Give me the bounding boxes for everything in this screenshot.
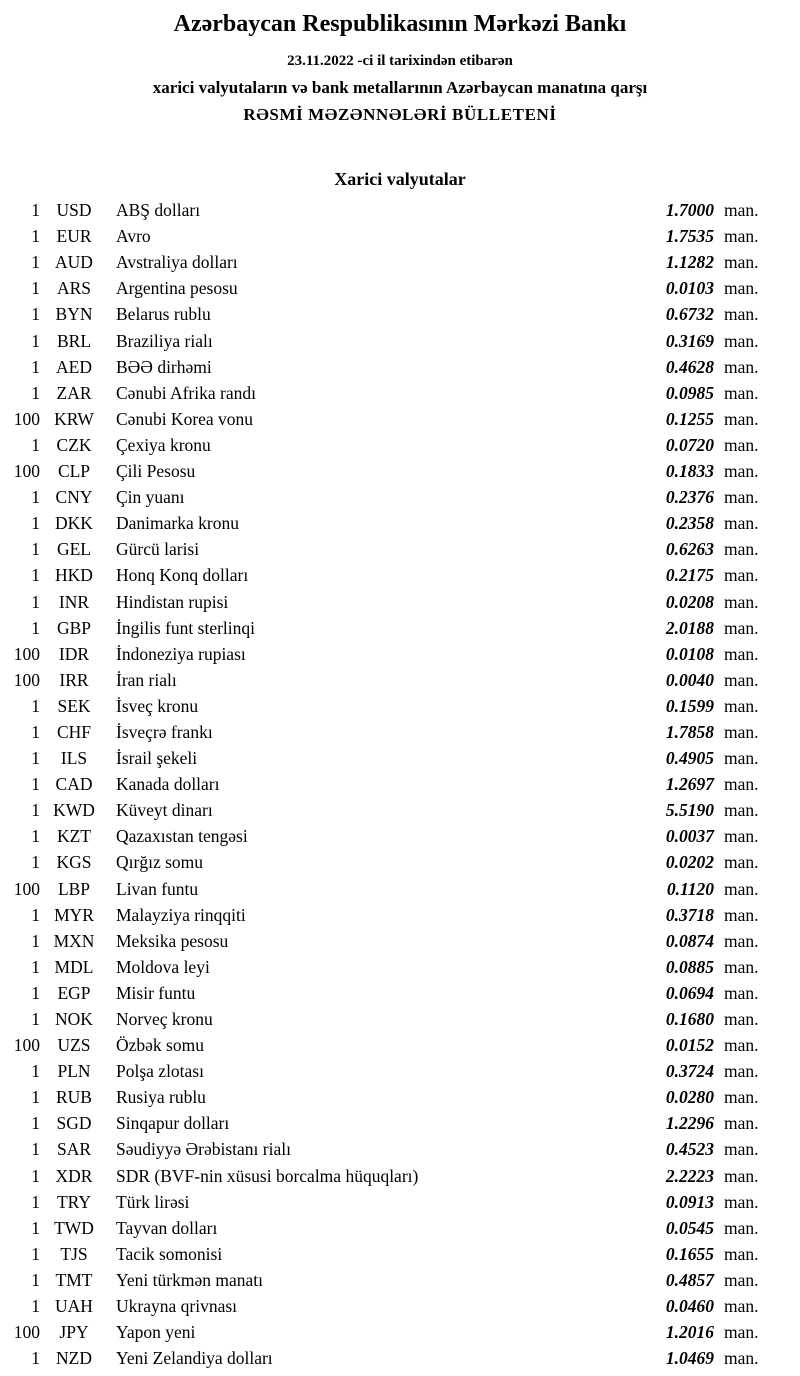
rate-row [0,1137,768,1163]
rate-quantity: 1 [31,226,40,247]
currency-code: CLP [57,461,91,482]
rate-value: 0.0885 [665,956,714,977]
rate-unit: man. [724,695,759,716]
rate-unit: man. [724,669,759,690]
rate-row [0,667,768,693]
rate-unit: man. [724,1243,759,1264]
rate-quantity: 1 [31,330,40,351]
rate-value: 0.0208 [665,591,714,612]
currency-code: ARS [56,278,92,299]
currency-code: AUD [55,252,93,273]
currency-name: Tayvan dolları [116,1217,218,1238]
rate-unit: man. [724,304,759,325]
rate-unit: man. [724,1087,759,1108]
currency-name: Səudiyyə Ərəbistanı rialı [116,1139,291,1160]
rate-unit: man. [724,721,759,742]
subtitle-line: xarici valyutaların və bank metallarının Azərbaycan manatına qarşı [152,77,648,97]
rate-value: 1.7000 [665,200,714,221]
rate-unit: man. [724,330,759,351]
effective-date-line: 23.11.2022 -ci il tarixindən etibarən [287,52,513,69]
rate-row [0,407,768,433]
currency-name: İndoneziya rupiası [116,643,246,664]
rate-value: 0.1680 [665,1009,714,1029]
rate-unit: man. [724,513,759,534]
currency-name: Özbək somu [116,1035,204,1056]
rate-quantity: 1 [31,382,40,403]
rate-row [0,485,768,511]
rate-unit: man. [724,1191,759,1212]
rate-unit: man. [724,1061,759,1082]
rate-row [0,850,768,876]
rate-value: 1.2016 [665,1322,714,1343]
rate-quantity: 100 [13,878,40,899]
rate-value: 1.7535 [665,226,714,247]
rate-unit: man. [724,226,759,247]
currency-code: INR [58,591,90,612]
rate-row [0,459,768,485]
rate-quantity: 1 [31,982,40,1003]
rate-unit: man. [724,643,759,664]
rate-unit: man. [724,878,759,899]
rate-row [0,354,768,380]
currency-name: İran rialı [116,669,177,690]
currency-name: Küveyt dinarı [116,800,213,821]
rate-value: 1.1282 [665,252,714,273]
rate-quantity: 1 [31,930,40,951]
currency-code: IDR [58,643,90,664]
rate-quantity: 100 [13,1035,40,1056]
rate-row [0,824,768,850]
rate-row [0,511,768,537]
rate-unit: man. [724,539,759,560]
rate-value: 0.0037 [665,826,714,847]
rate-value: 0.0913 [665,1191,714,1212]
rate-row [0,981,768,1007]
rate-row [0,1268,768,1294]
currency-code: BRL [56,330,92,351]
rate-row [0,1059,768,1085]
currency-name: Cənubi Korea vonu [116,408,254,429]
rate-unit: man. [724,278,759,299]
rate-quantity: 1 [31,252,40,273]
rate-row [0,876,768,902]
rate-row [0,380,768,406]
rate-unit: man. [724,1322,759,1343]
rate-value: 0.0103 [665,278,714,299]
section-title-foreign-currencies: Xarici valyutalar [334,168,466,189]
currency-name: Misir funtu [116,982,196,1003]
rate-unit: man. [724,1035,759,1056]
rate-quantity: 1 [31,956,40,977]
rate-value: 0.1120 [666,878,714,899]
rate-row [0,250,768,276]
rate-quantity: 1 [31,565,40,586]
rate-value: 1.2296 [665,1113,714,1134]
rate-unit: man. [724,904,759,925]
rate-value: 5.5190 [665,800,714,821]
rate-value: 0.2376 [665,487,714,508]
rate-quantity: 1 [31,487,40,508]
currency-name: Braziliya rialı [116,330,213,351]
currency-code: HKD [55,565,93,586]
currency-code: NOK [55,1009,93,1029]
rate-quantity: 1 [31,1269,40,1290]
rate-value: 1.7858 [665,721,714,742]
rate-unit: man. [724,748,759,769]
currency-name: Rusiya rublu [116,1087,206,1108]
currency-name: Malayziya rinqqiti [116,904,246,925]
rate-quantity: 1 [31,591,40,612]
rate-unit: man. [724,800,759,821]
rate-value: 0.4523 [665,1139,714,1160]
rate-row [0,302,768,328]
rate-value: 0.3169 [665,330,714,351]
rate-value: 0.0720 [665,434,714,455]
rate-unit: man. [724,356,759,377]
rate-quantity: 100 [13,408,40,429]
currency-name: Avstraliya dolları [116,252,238,273]
rate-value: 0.0280 [665,1087,714,1108]
currency-code: TWD [54,1217,94,1238]
currency-name: İngilis funt sterlinqi [116,617,256,638]
rate-quantity: 1 [31,278,40,299]
rate-row [0,772,768,798]
currency-code: UZS [57,1035,91,1056]
rate-row [0,955,768,981]
currency-name: Livan funtu [116,878,199,899]
rate-unit: man. [724,617,759,638]
rate-quantity: 1 [31,304,40,325]
rate-value: 0.4628 [665,356,714,377]
currency-code: UAH [55,1296,93,1317]
rate-row [0,1085,768,1111]
rate-unit: man. [724,565,759,586]
rate-value: 0.0460 [665,1296,714,1317]
currency-name: Hindistan rupisi [116,591,229,612]
rate-quantity: 1 [31,1113,40,1134]
rate-quantity: 1 [31,721,40,742]
rate-unit: man. [724,852,759,873]
rate-row [0,224,768,250]
rate-value: 0.3724 [665,1061,714,1082]
rate-unit: man. [724,1139,759,1160]
rate-value: 0.1255 [665,408,714,429]
rate-quantity: 1 [31,800,40,821]
rate-row [0,1163,768,1189]
rate-quantity: 1 [31,617,40,638]
currency-name: SDR (BVF-nin xüsusi borcalma hüquqları) [116,1165,419,1186]
rate-unit: man. [724,930,759,951]
rate-value: 2.0188 [665,617,714,638]
rate-row [0,1189,768,1215]
currency-code: ILS [60,748,88,769]
currency-code: EGP [57,982,91,1003]
currency-code: ZAR [56,382,92,403]
currency-name: Belarus rublu [116,304,211,325]
rate-unit: man. [724,826,759,847]
currency-name: Ukrayna qrivnası [116,1296,238,1317]
currency-code: KGS [56,852,92,873]
currency-code: CZK [56,434,92,455]
rate-unit: man. [724,1113,759,1134]
rate-value: 0.2175 [665,565,714,586]
rate-quantity: 1 [31,1061,40,1082]
exchange-rates-list [0,198,768,1372]
currency-code: MXN [53,930,95,951]
currency-name: Kanada dolları [116,774,220,795]
currency-code: CAD [55,774,93,795]
currency-code: CHF [56,721,92,742]
rate-row [0,902,768,928]
rate-value: 0.3718 [665,904,714,925]
currency-name: Honq Konq dolları [116,565,249,586]
rate-quantity: 1 [31,695,40,716]
currency-code: SGD [56,1113,92,1134]
rate-value: 0.1599 [665,695,714,716]
currency-name: Tacik somonisi [116,1243,223,1264]
rate-row [0,694,768,720]
currency-code: GBP [56,617,92,638]
currency-name: Polşa zlotası [116,1061,204,1082]
rate-value: 0.1833 [665,461,714,482]
currency-name: Gürcü larisi [116,539,200,560]
rate-value: 2.2223 [665,1165,714,1186]
rate-value: 0.0985 [665,382,714,403]
currency-code: SAR [56,1139,92,1160]
rate-row [0,1033,768,1059]
rate-unit: man. [724,1009,759,1029]
currency-name: Argentina pesosu [116,278,238,299]
rate-quantity: 1 [31,774,40,795]
currency-code: KWD [53,800,95,821]
rate-row [0,563,768,589]
rate-quantity: 1 [31,1348,40,1369]
currency-code: JPY [59,1322,89,1343]
rate-quantity: 1 [31,434,40,455]
rate-unit: man. [724,408,759,429]
currency-code: BYN [55,304,93,325]
rate-row [0,433,768,459]
currency-name: İsrail şekeli [116,748,198,769]
rate-quantity: 1 [31,904,40,925]
rate-value: 0.0040 [665,669,714,690]
rate-value: 0.0202 [665,852,714,873]
rate-row [0,1320,768,1346]
rate-quantity: 1 [31,852,40,873]
rate-row [0,537,768,563]
rate-row [0,1007,768,1033]
rate-value: 0.6732 [665,304,714,325]
currency-name: Yeni türkmən manatı [116,1269,263,1290]
currency-code: USD [56,200,92,221]
currency-name: BƏƏ dirhəmi [116,356,212,377]
rate-row [0,198,768,224]
rate-quantity: 100 [13,643,40,664]
rate-quantity: 100 [13,1322,40,1343]
rate-row [0,798,768,824]
rate-value: 1.0469 [665,1348,714,1369]
rate-quantity: 1 [31,1165,40,1186]
rate-unit: man. [724,1296,759,1317]
currency-name: İsveçrə frankı [116,721,213,742]
rate-unit: man. [724,1348,759,1369]
currency-name: Sinqapur dolları [116,1113,230,1134]
currency-code: TRY [56,1191,92,1212]
rate-row [0,615,768,641]
rate-unit: man. [724,461,759,482]
rate-quantity: 1 [31,1009,40,1029]
currency-code: AED [56,356,92,377]
currency-code: IRR [59,669,89,690]
rate-row [0,746,768,772]
currency-code: SEK [57,695,91,716]
rate-unit: man. [724,252,759,273]
rate-row [0,641,768,667]
rate-value: 0.0874 [665,930,714,951]
rate-quantity: 1 [31,748,40,769]
rate-quantity: 1 [31,826,40,847]
rate-value: 0.0694 [665,982,714,1003]
bulletin-header [0,0,800,125]
rate-row [0,328,768,354]
rate-row [0,720,768,746]
bank-title: Azərbaycan Respublikasının Mərkəzi Bankı [173,11,627,37]
currency-code: DKK [55,513,93,534]
currency-name: Avro [116,226,151,247]
currency-code: TJS [60,1243,88,1264]
rate-unit: man. [724,1217,759,1238]
currency-name: Danimarka kronu [116,513,239,534]
rate-quantity: 1 [31,1243,40,1264]
currency-name: İsveç kronu [116,695,199,716]
rate-unit: man. [724,382,759,403]
rate-unit: man. [724,956,759,977]
rate-unit: man. [724,1165,759,1186]
rate-unit: man. [724,1269,759,1290]
rate-quantity: 1 [31,356,40,377]
currency-code: MDL [54,956,94,977]
currency-name: Qırğız somu [116,852,204,873]
currency-name: Yeni Zelandiya dolları [116,1348,273,1369]
currency-name: Çili Pesosu [116,461,196,482]
rate-quantity: 1 [31,1217,40,1238]
currency-name: Meksika pesosu [116,930,229,951]
bulletin-title: RƏSMİ MƏZƏNNƏLƏRİ BÜLLETENİ [243,104,557,124]
rate-unit: man. [724,200,759,221]
rate-unit: man. [724,591,759,612]
currency-code: CNY [55,487,93,508]
rate-row [0,928,768,954]
currency-code: GEL [56,539,92,560]
rate-row [0,1215,768,1241]
currency-name: Çin yuanı [116,487,185,508]
rate-unit: man. [724,982,759,1003]
currency-code: KRW [54,408,94,429]
currency-code: MYR [54,904,94,925]
rate-unit: man. [724,487,759,508]
rate-value: 0.0108 [665,643,714,664]
rate-quantity: 1 [31,1087,40,1108]
currency-code: NZD [56,1348,92,1369]
currency-name: Yapon yeni [116,1322,196,1343]
rate-quantity: 1 [31,1139,40,1160]
rate-quantity: 100 [13,669,40,690]
rate-quantity: 1 [31,1296,40,1317]
currency-code: LBP [57,878,91,899]
currency-name: Norveç kronu [116,1009,213,1029]
rate-quantity: 1 [31,200,40,221]
currency-name: ABŞ dolları [116,200,201,221]
rate-value: 0.6263 [665,539,714,560]
rate-row [0,1294,768,1320]
rate-value: 0.0152 [665,1035,714,1056]
rate-row [0,1242,768,1268]
currency-name: Cənubi Afrika randı [116,382,256,403]
rate-row [0,276,768,302]
rate-unit: man. [724,434,759,455]
rate-value: 0.4857 [665,1269,714,1290]
rate-value: 0.0545 [665,1217,714,1238]
rate-value: 1.2697 [665,774,714,795]
rate-row [0,1111,768,1137]
rate-unit: man. [724,774,759,795]
currency-name: Qazaxıstan tengəsi [116,826,248,847]
currency-code: EUR [56,226,92,247]
currency-code: PLN [57,1061,91,1082]
rate-row [0,589,768,615]
rate-quantity: 1 [31,513,40,534]
rate-value: 0.1655 [665,1243,714,1264]
currency-code: XDR [55,1165,93,1186]
currency-name: Moldova leyi [116,956,210,977]
rate-quantity: 1 [31,1191,40,1212]
rate-value: 0.2358 [665,513,714,534]
currency-code: KZT [56,826,92,847]
currency-name: Çexiya kronu [116,434,211,455]
rate-row [0,1346,768,1372]
currency-code: TMT [55,1269,93,1290]
rate-quantity: 100 [13,461,40,482]
rate-quantity: 1 [31,539,40,560]
currency-name: Türk lirəsi [116,1191,190,1212]
rate-value: 0.4905 [665,748,714,769]
currency-code: RUB [56,1087,92,1108]
